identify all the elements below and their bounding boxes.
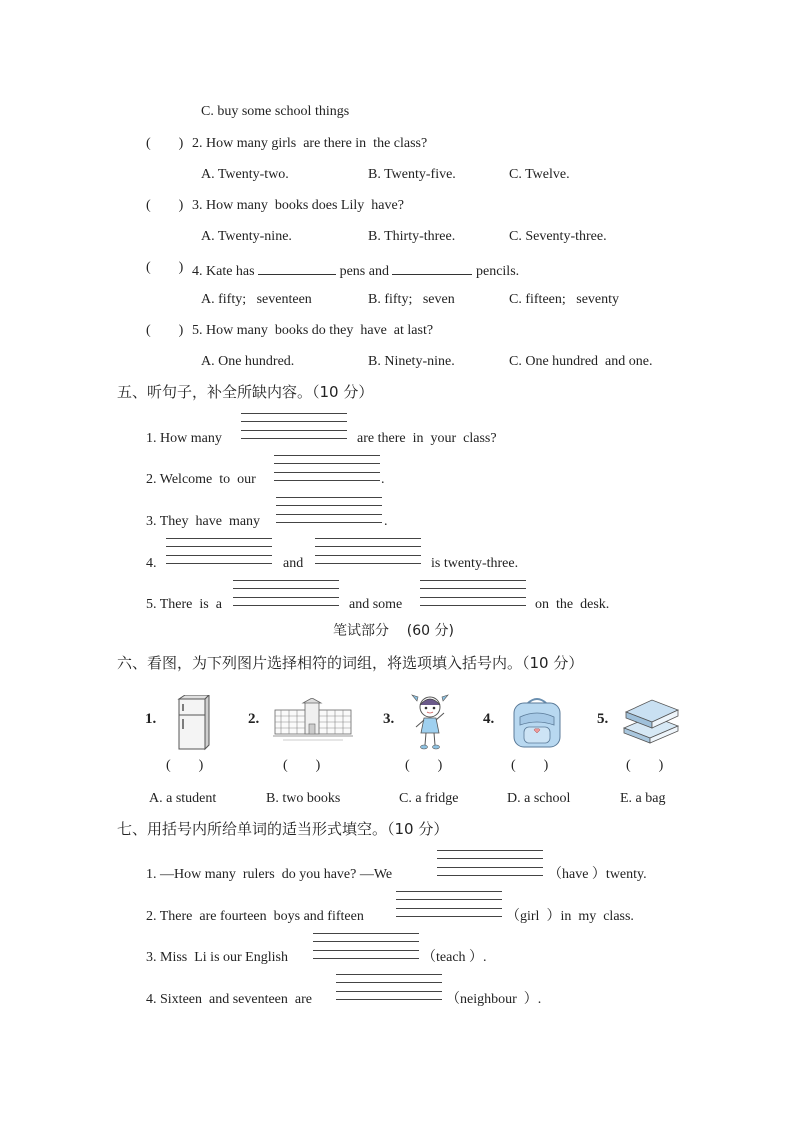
writing-lines[interactable]	[276, 497, 382, 523]
sentence-text: 3. They have many	[146, 514, 261, 529]
written-part-title: 笔试部分 (60 分)	[333, 623, 454, 639]
writing-lines[interactable]	[166, 538, 272, 564]
question-stem: 3. How many books does Lily have?	[192, 198, 404, 213]
stem-part: pencils.	[475, 264, 520, 279]
sentence-text: and some	[349, 597, 403, 612]
option-label: C. a fridge	[399, 791, 459, 806]
option-b: B. fifty; seven	[368, 292, 455, 307]
answer-paren[interactable]: ( )	[146, 260, 184, 275]
sentence-text: on the desk.	[535, 597, 610, 612]
sentence-text: .	[381, 472, 385, 487]
writing-lines[interactable]	[420, 580, 526, 606]
bag-icon	[510, 695, 564, 751]
option-c: C. One hundred and one.	[509, 354, 653, 369]
writing-lines[interactable]	[396, 891, 502, 917]
sentence-text: 4. Sixteen and seventeen are	[146, 992, 312, 1007]
sentence-text: （neighbour ）.	[446, 992, 542, 1007]
sentence-text: 3. Miss Li is our English	[146, 950, 288, 965]
picture-number: 4.	[483, 711, 495, 727]
answer-paren[interactable]: ( )	[166, 758, 204, 773]
sentence-text: 4.	[146, 556, 157, 571]
school-icon	[273, 698, 353, 742]
question-stem: 5. How many books do they have at last?	[192, 323, 434, 338]
sentence-text: （girl ）in my class.	[506, 909, 634, 924]
section6-heading: 六、看图，为下列图片选择相符的词组，将选项填入括号内。（10 分）	[117, 654, 584, 672]
stem-part: pens and	[339, 264, 389, 279]
option-label: B. two books	[266, 791, 341, 806]
q1-option-c: C. buy some school things	[201, 104, 350, 119]
writing-lines[interactable]	[437, 850, 543, 876]
fill-blank[interactable]	[258, 260, 336, 275]
answer-paren[interactable]: ( )	[146, 136, 184, 151]
option-label: E. a bag	[620, 791, 666, 806]
sentence-text: 5. There is a	[146, 597, 222, 612]
writing-lines[interactable]	[274, 455, 380, 481]
writing-lines[interactable]	[241, 413, 347, 439]
answer-paren[interactable]: ( )	[405, 758, 443, 773]
sentence-text: 1. How many	[146, 431, 222, 446]
writing-lines[interactable]	[233, 580, 339, 606]
sentence-text: .	[384, 514, 388, 529]
picture-number: 1.	[145, 711, 157, 727]
section7-heading: 七、用括号内所给单词的适当形式填空。（10 分）	[117, 820, 449, 838]
section5-heading: 五、听句子，补全所缺内容。（10 分）	[117, 383, 374, 401]
sentence-text: 2. There are fourteen boys and fifteen	[146, 909, 364, 924]
stem-part: 4. Kate has	[192, 264, 255, 279]
sentence-text: 1. —How many rulers do you have? —We	[146, 867, 393, 882]
writing-lines[interactable]	[315, 538, 421, 564]
option-a: A. Twenty-two.	[201, 167, 289, 182]
picture-number: 5.	[597, 711, 609, 727]
fill-blank[interactable]	[392, 260, 472, 275]
sentence-text: are there in your class?	[357, 431, 497, 446]
option-a: A. Twenty-nine.	[201, 229, 292, 244]
answer-paren[interactable]: ( )	[626, 758, 664, 773]
answer-paren[interactable]: ( )	[146, 323, 184, 338]
option-label: D. a school	[507, 791, 571, 806]
question-stem	[192, 260, 519, 280]
sentence-text: and	[283, 556, 304, 571]
sentence-text: 2. Welcome to our	[146, 472, 256, 487]
fridge-icon	[175, 695, 211, 751]
option-b: B. Twenty-five.	[368, 167, 456, 182]
option-c: C. Seventy-three.	[509, 229, 607, 244]
answer-paren[interactable]: ( )	[511, 758, 549, 773]
option-label: A. a student	[149, 791, 217, 806]
sentence-text: （teach ）.	[422, 950, 487, 965]
option-c: C. Twelve.	[509, 167, 570, 182]
picture-number: 2.	[248, 711, 260, 727]
answer-paren[interactable]: ( )	[146, 198, 184, 213]
option-b: B. Thirty-three.	[368, 229, 456, 244]
option-a: A. fifty; seventeen	[201, 292, 312, 307]
writing-lines[interactable]	[336, 974, 442, 1000]
sentence-text: （have ）twenty.	[548, 867, 647, 882]
answer-paren[interactable]: ( )	[283, 758, 321, 773]
student-icon	[405, 691, 455, 751]
books-icon	[620, 698, 682, 744]
option-a: A. One hundred.	[201, 354, 295, 369]
option-c: C. fifteen; seventy	[509, 292, 620, 307]
question-stem: 2. How many girls are there in the class?	[192, 136, 428, 151]
writing-lines[interactable]	[313, 933, 419, 959]
picture-number: 3.	[383, 711, 395, 727]
sentence-text: is twenty-three.	[431, 556, 519, 571]
option-b: B. Ninety-nine.	[368, 354, 455, 369]
